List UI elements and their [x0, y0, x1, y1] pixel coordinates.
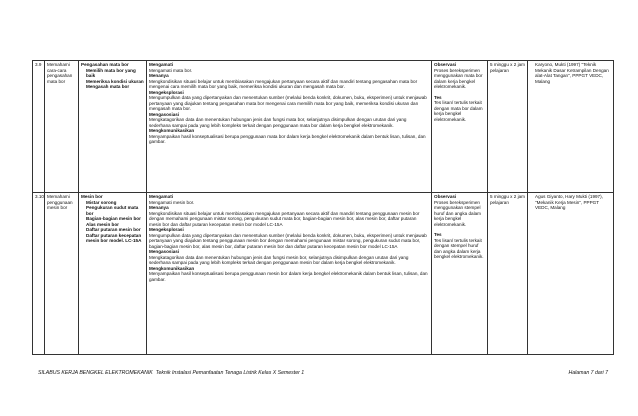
- materi-list: [81, 68, 144, 90]
- reference-list: [530, 194, 611, 211]
- time-allocation-cell: [488, 61, 528, 193]
- activity-heading: Mengamati: [149, 194, 173, 199]
- activity-text: Mengumpulkan data yang dipertanyakan dan menentukan sumber (melalui benda konkrit, dokumen, buku, eksperimen) untuk menjawab pertanyaan yang diajukan tentang pengasahan mata bor mengenai cara memilih mata bor yang baik, memeriksa kondisi ukuran dan mengasah mata bor.: [149, 95, 427, 111]
- kd-number-cell: [33, 193, 45, 355]
- test-title: Tes: [434, 94, 442, 100]
- activity-text: Mengkatagorikan data dan menentukan hubungan jenis dan fungsi mata bor, selanjutnya disimpulkan dengan urutan dari yang sederhana sampai pada yang lebih kompleks terkait dengan penggunaan mata bor dalam kerja bengkel elektromekanik.: [149, 117, 407, 128]
- activity-text: Menyampaikan hasil konseptualisasi berupa penggunaan mata bor dalam kerja bengkel elektromekanik dalam bentuk lisan, tulisan, dan gambar.: [149, 133, 426, 144]
- materi-item: • Daftar putaran mesin bor: [86, 227, 144, 233]
- learning-activity-cell: [147, 193, 432, 355]
- page-footer: [38, 370, 608, 378]
- reference-cell: [528, 193, 614, 355]
- kd-description-cell: [45, 193, 79, 355]
- time-allocation: 5 minggu x 2 jam pelajaran: [490, 62, 525, 73]
- kd-description-cell: [45, 61, 79, 193]
- materi-item: • Memilih mata bor yang baik: [86, 68, 144, 79]
- time-allocation: 5 minggu x 2 jam pelajaran: [490, 194, 525, 205]
- syllabus-row: [33, 193, 614, 355]
- test-text: Tes lisan/ tertulis terkait dengan stempel huruf dan angka dalam kerja bengkel elektromekanik.: [434, 237, 484, 259]
- reference-item: • Karyono, Mukti (1997) "Teknik Mekanik Dasar Ketrampilan Dengan alat-Alat Tangan", PPPGT VEDC, Malang: [535, 62, 611, 84]
- kd-number-cell: [33, 61, 45, 193]
- materi-item: • Daftar putaran kecepatan mesin bor model. LC-15A: [86, 233, 144, 244]
- observation-text: Proses bereksperimen menggunakan stempel huruf dan angka dalam kerja bengkel elektromekanik.: [434, 199, 481, 227]
- activity-text: Mengkondisikan situasi belajar untuk membiasakan mengajukan pertanyaan secara aktif dan mandiri tentang penggunaan mesin bor dengan memahami pengunaan mistar sorong, pengukuran sudut mata bor, bagian-bagian mesin bor, alas mesin bor, daftar putaran mesin bor dan daftar putaran kecepatan mesin bor model LC-15A: [149, 210, 420, 227]
- activity-heading: Mengasosiasi: [149, 111, 180, 117]
- activity-heading: Mengasosiasi: [149, 249, 180, 254]
- test-title: Tes: [434, 232, 442, 237]
- activity-heading: Mengkomunikasikan: [149, 128, 195, 133]
- activity-text: Mengamati mata bor.: [149, 67, 193, 73]
- test-text: Tes lisan/ tertulis terkait dengan mata bor dalam kerja bengkel elektromekanik.: [434, 100, 483, 122]
- kd-number: 3.10: [35, 194, 44, 199]
- materi-title: Mesin bor: [81, 194, 103, 199]
- materi-item: • Mistar sorong: [86, 200, 144, 206]
- reference-list: [530, 62, 611, 84]
- activity-text: Mengumpulkan data yang dipertanyakan dan menentukan sumber (melalui benda konkrit, dokumen, buku, eksperimen) untuk menjawab pertanyaan yang diajukan tentang penggunaan mesin bor dengan memahami pengunaan mistar sorong, pengukuran sudut mata bor, bagian-bagian mesin bor, alas mesin bor, daftar putaran mesin bor dan daftar putaran kecepatan mesin bor model LC-15A: [149, 232, 427, 249]
- activity-text: Mengkondisikan situasi belajar untuk membiasakan mengajukan pertanyaan secara aktif dan mandiri tentang pengasahan mata bor mengenai cara memilih mata bor yang baik, memeriksa kondisi ukuran dan mengasah mata bor.: [149, 78, 418, 89]
- reference-cell: [528, 61, 614, 193]
- materi-list: [81, 200, 144, 244]
- reference-item: • Agus Giyanto, Hary Mukti (1997), "Mekanik Kerja Mesin", PPPGT VEDC, Malang: [535, 194, 611, 211]
- footer-subject: Teknik Instalasi Pemanfaatan Tenaga Listrik Kelas X Semester 1: [155, 370, 305, 376]
- assessment-cell: [432, 61, 488, 193]
- activity-text: Mengkatagorikan data dan menentukan hubungan jenis dan fungsi mesin bor, selanjutnya disimpulkan dengan urutan dari yang sederhana sampai pada yang lebih kompleks terkait dengan penggunaan mesin bor dalam kerja bengkel elektromekanik.: [149, 254, 409, 265]
- footer-document-title: SILABUS KERJA BENGKEL ELEKTROMEKANIK: [38, 370, 153, 376]
- materi-item: • Bagian-bagian mesin bor: [86, 216, 144, 222]
- activity-heading: Mengkomunikasikan: [149, 265, 195, 271]
- footer-page-number: Halaman 7 dari 7: [568, 370, 608, 376]
- observation-title: Observasi: [434, 62, 457, 67]
- materi-item: • Alas mesin bor: [86, 222, 144, 228]
- kd-description: Memahami cara-cara pengasahan mata bor: [47, 62, 73, 84]
- materi-title: Pengasahan mata bor: [81, 62, 129, 67]
- activity-heading: Menanya: [149, 205, 169, 210]
- observation-text: Proses bereksperimen menggunakan mata bor dalam kerja bengkel elektromekanik.: [434, 67, 483, 89]
- kd-description: Memahami penggunaan mesin bor: [47, 194, 73, 210]
- assessment-cell: [432, 193, 488, 355]
- materi-item: • Mengasah mata bor: [86, 84, 144, 90]
- time-allocation-cell: [488, 193, 528, 355]
- activity-heading: Mengeksplorasi: [149, 227, 184, 232]
- materi-cell: [79, 193, 147, 355]
- kd-number: 3.9: [35, 62, 42, 67]
- materi-cell: [79, 61, 147, 193]
- syllabus-table: [32, 60, 614, 355]
- materi-item: • Pengukuran sudut mata bor: [86, 205, 144, 216]
- activity-heading: Mengamati: [149, 62, 173, 67]
- activity-text: Menyampaikan hasil konseptualisasi berupa penggunaan mesin bor dalam kerja bengkel elektromekanik dalam bentuk lisan, tulisan, dan gambar.: [149, 271, 428, 282]
- materi-item: • Memeriksa kondisi ukuran: [86, 79, 144, 85]
- observation-title: Observasi: [434, 194, 457, 199]
- activity-heading: Menanya: [149, 73, 169, 78]
- activity-heading: Mengeksplorasi: [149, 89, 184, 95]
- learning-activity-cell: [147, 61, 432, 193]
- syllabus-row: [33, 61, 614, 193]
- activity-text: Mengamati mesin bor.: [149, 199, 195, 205]
